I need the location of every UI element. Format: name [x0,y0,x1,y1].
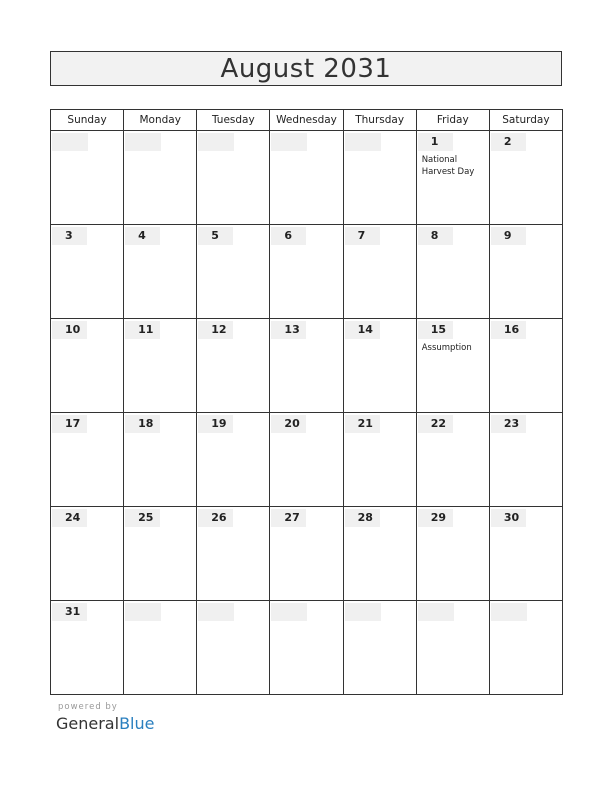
day-cell [51,131,124,225]
day-number [198,603,234,621]
day-cell [489,225,562,319]
day-number: 2 [491,133,526,151]
day-cell [416,131,489,225]
day-cell [489,601,562,695]
day-number: 26 [198,509,233,527]
calendar-body [51,131,563,695]
week-row [51,319,563,413]
day-number: 22 [418,415,453,433]
day-cell [416,319,489,413]
day-cell [489,319,562,413]
day-cell [197,601,270,695]
day-cell [270,319,343,413]
day-cell [51,225,124,319]
day-cell [489,507,562,601]
day-cell [343,319,416,413]
day-number [52,133,88,151]
day-number: 9 [491,227,526,245]
calendar-grid [50,109,563,695]
day-cell [124,601,197,695]
day-cell [197,131,270,225]
day-number: 20 [271,415,306,433]
brand-general-text: General [56,714,120,733]
weekday-monday: Monday [124,110,197,131]
brand-name [56,714,154,733]
day-cell [416,413,489,507]
day-cell [197,319,270,413]
month-title-box [50,51,562,86]
weekday-saturday: Saturday [489,110,562,131]
day-number: 3 [52,227,87,245]
day-number: 25 [125,509,160,527]
weekday-header-row [51,110,563,131]
day-number: 14 [345,321,380,339]
day-cell [124,319,197,413]
brand-blue-text: Blue [119,714,155,733]
day-number: 19 [198,415,233,433]
day-number: 24 [52,509,87,527]
day-cell [124,413,197,507]
weekday-tuesday: Tuesday [197,110,270,131]
week-row [51,413,563,507]
day-number [125,603,161,621]
month-title: August 2031 [220,53,392,84]
day-number: 21 [345,415,380,433]
day-number: 11 [125,321,160,339]
day-number: 4 [125,227,160,245]
day-cell [416,507,489,601]
day-number: 1 [418,133,453,151]
day-number: 8 [418,227,453,245]
day-number [125,133,161,151]
day-number: 27 [271,509,306,527]
day-cell [270,131,343,225]
day-cell [343,131,416,225]
day-cell [343,413,416,507]
day-cell [51,413,124,507]
day-cell [343,507,416,601]
day-number [345,133,381,151]
day-cell [489,131,562,225]
day-cell [416,225,489,319]
day-number [198,133,234,151]
week-row [51,507,563,601]
day-cell [270,413,343,507]
day-number [418,603,454,621]
day-number: 12 [198,321,233,339]
day-number: 23 [491,415,526,433]
holiday-label: Assumption [421,343,472,353]
day-number [345,603,381,621]
day-cell [489,413,562,507]
day-cell [343,601,416,695]
week-row [51,225,563,319]
brand-logo [56,702,154,733]
day-number: 6 [271,227,306,245]
day-number: 15 [418,321,453,339]
day-cell [270,225,343,319]
day-cell [416,601,489,695]
day-cell [51,507,124,601]
day-cell [270,507,343,601]
day-cell [51,601,124,695]
week-row [51,601,563,695]
day-number: 17 [52,415,87,433]
day-number [271,133,307,151]
day-cell [51,319,124,413]
day-number: 7 [345,227,380,245]
day-cell [343,225,416,319]
day-number: 28 [345,509,380,527]
powered-by-text: powered by [58,702,118,712]
day-cell [197,413,270,507]
day-number: 16 [491,321,526,339]
day-number: 30 [491,509,526,527]
weekday-friday: Friday [416,110,489,131]
day-number: 13 [271,321,306,339]
day-cell [124,131,197,225]
day-cell [270,601,343,695]
day-number: 5 [198,227,233,245]
day-cell [197,507,270,601]
day-number: 31 [52,603,87,621]
day-cell [124,225,197,319]
holiday-label: National Harvest Day [421,155,475,177]
weekday-thursday: Thursday [343,110,416,131]
weekday-sunday: Sunday [51,110,124,131]
day-cell [197,225,270,319]
day-number: 10 [52,321,87,339]
day-number: 29 [418,509,453,527]
day-number [271,603,307,621]
day-number [491,603,527,621]
day-number: 18 [125,415,160,433]
day-cell [124,507,197,601]
weekday-wednesday: Wednesday [270,110,343,131]
week-row [51,131,563,225]
